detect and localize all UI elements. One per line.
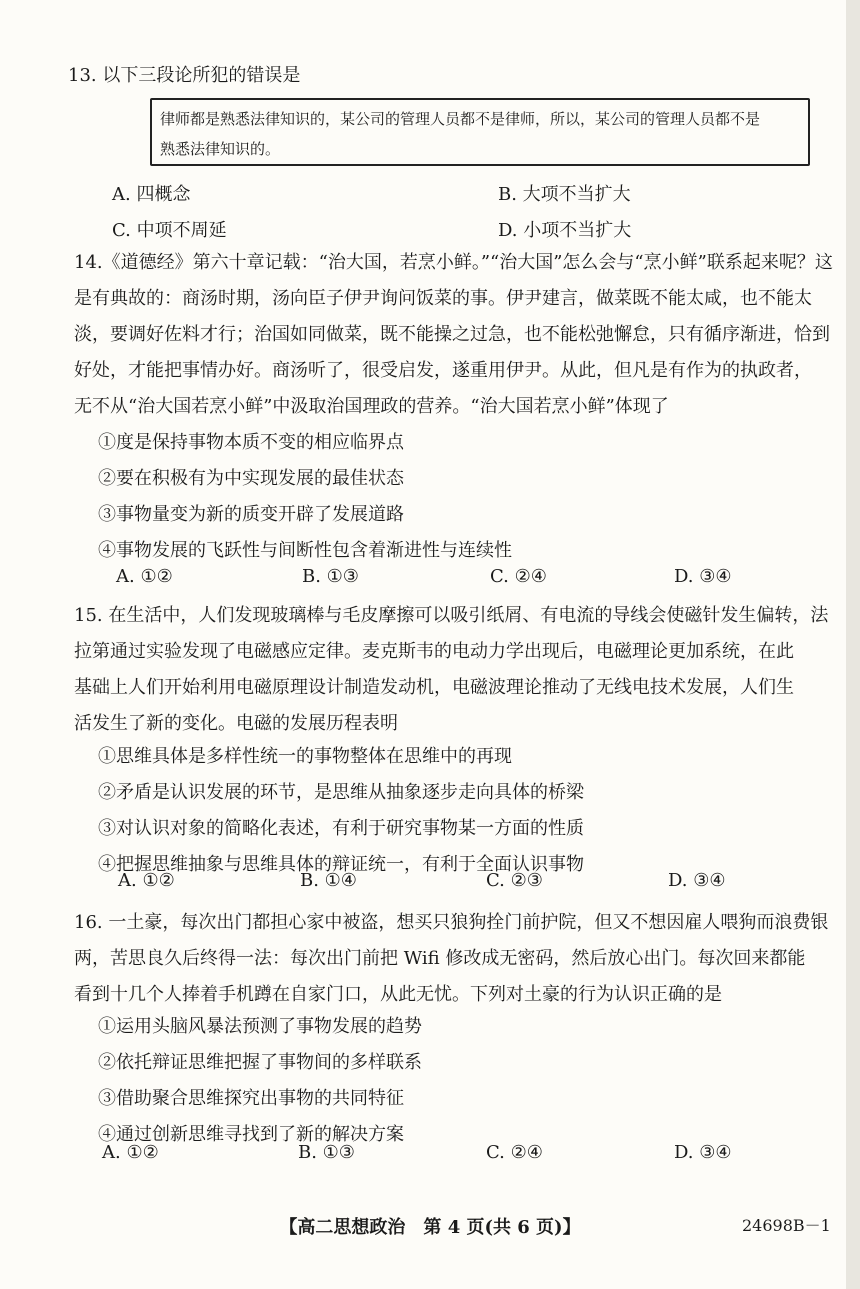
option-d: D. ③④ <box>674 566 732 587</box>
option-b: B. ①④ <box>300 870 357 891</box>
option-c: C. ②④ <box>490 566 547 587</box>
paper-code: 24698B－1 <box>742 1216 831 1235</box>
option-d: D. ③④ <box>674 1142 732 1163</box>
q15-statement-4: ④把握思维抽象与思维具体的辩证统一，有利于全面认识事物 <box>98 854 584 875</box>
q14-statement-4: ④事物发展的飞跃性与间断性包含着渐进性与连续性 <box>98 540 512 561</box>
option-b: B. 大项不当扩大 <box>498 184 631 205</box>
option-d: D. 小项不当扩大 <box>498 220 632 241</box>
option-a: A. ①② <box>118 870 175 891</box>
question-14-stem: 14.《道德经》第六十章记载：“治大国，若烹小鲜。”“治大国”怎么会与“烹小鲜”联系起来呢？这 是有典故的：商汤时期，汤向臣子伊尹询问饭菜的事。伊尹建言，做菜既不能太咸，也不能太 淡，要调好佐料才行；治国如同做菜，既不能操之过急，也不能松弛懈怠，只有循序渐进，恰到 好处，才能把事情办好。商汤听了，很受启发，遂重用伊尹。从此，但凡是有作为的执政者， 无不从“治大国若烹小鲜”中汲取治国理政的营养。“治大国若烹小鲜”体现了 <box>74 252 833 417</box>
page-edge-shadow <box>846 0 860 1289</box>
q16-statement-4: ④通过创新思维寻找到了新的解决方案 <box>98 1124 404 1145</box>
option-a: A. ①② <box>102 1142 159 1163</box>
option-a: A. ①② <box>116 566 173 587</box>
option-b: B. ①③ <box>298 1142 355 1163</box>
question-14-options <box>116 566 816 596</box>
q15-statement-1: ①思维具体是多样性统一的事物整体在思维中的再现 <box>98 746 512 767</box>
q14-statement-1: ①度是保持事物本质不变的相应临界点 <box>98 432 404 453</box>
q14-statement-2: ②要在积极有为中实现发展的最佳状态 <box>98 468 404 489</box>
question-15-stem: 15. 在生活中，人们发现玻璃棒与毛皮摩擦可以吸引纸屑、有电流的导线会使磁针发生偏转，法 拉第通过实验发现了电磁感应定律。麦克斯韦的电动力学出现后，电磁理论更加系统，在此 基础上人们开始利用电磁原理设计制造发动机，电磁波理论推动了无线电技术发展，人们生 活发生了新的变化。电磁的发展历程表明 <box>74 605 829 734</box>
q16-statement-1: ①运用头脑风暴法预测了事物发展的趋势 <box>98 1016 422 1037</box>
q15-statement-2: ②矛盾是认识发展的环节，是思维从抽象逐步走向具体的桥梁 <box>98 782 584 803</box>
question-16-stem: 16. 一土豪，每次出门都担心家中被盗，想买只狼狗拴门前护院，但又不想因雇人喂狗而浪费银 两，苦思良久后终得一法：每次出门前把 Wifi 修改成无密码，然后放心出门。每次回来都能 看到十几个人捧着手机蹲在自家门口，从此无忧。下列对土豪的行为认识正确的是 <box>74 912 829 1005</box>
option-c: C. ②③ <box>486 870 543 891</box>
page-footer <box>0 1213 860 1239</box>
option-c: C. ②④ <box>486 1142 543 1163</box>
option-d: D. ③④ <box>668 870 726 891</box>
option-a: A. 四概念 <box>112 184 191 205</box>
footer-title: 【高二思想政治 第 4 页(共 6 页)】 <box>279 1217 581 1238</box>
q15-statement-3: ③对认识对象的简略化表述，有利于研究事物某一方面的性质 <box>98 818 584 839</box>
question-16-options <box>102 1142 822 1172</box>
option-b: B. ①③ <box>302 566 359 587</box>
question-13-syllogism-box: 律师都是熟悉法律知识的，某公司的管理人员都不是律师，所以，某公司的管理人员都不是 熟悉法律知识的。 <box>150 98 810 166</box>
q16-statement-3: ③借助聚合思维探究出事物的共同特征 <box>98 1088 404 1109</box>
option-c: C. 中项不周延 <box>112 220 227 241</box>
question-15-options <box>118 870 818 900</box>
q14-statement-3: ③事物量变为新的质变开辟了发展道路 <box>98 504 404 525</box>
q16-statement-2: ②依托辩证思维把握了事物间的多样联系 <box>98 1052 422 1073</box>
question-13-stem: 13. 以下三段论所犯的错误是 <box>68 65 301 86</box>
